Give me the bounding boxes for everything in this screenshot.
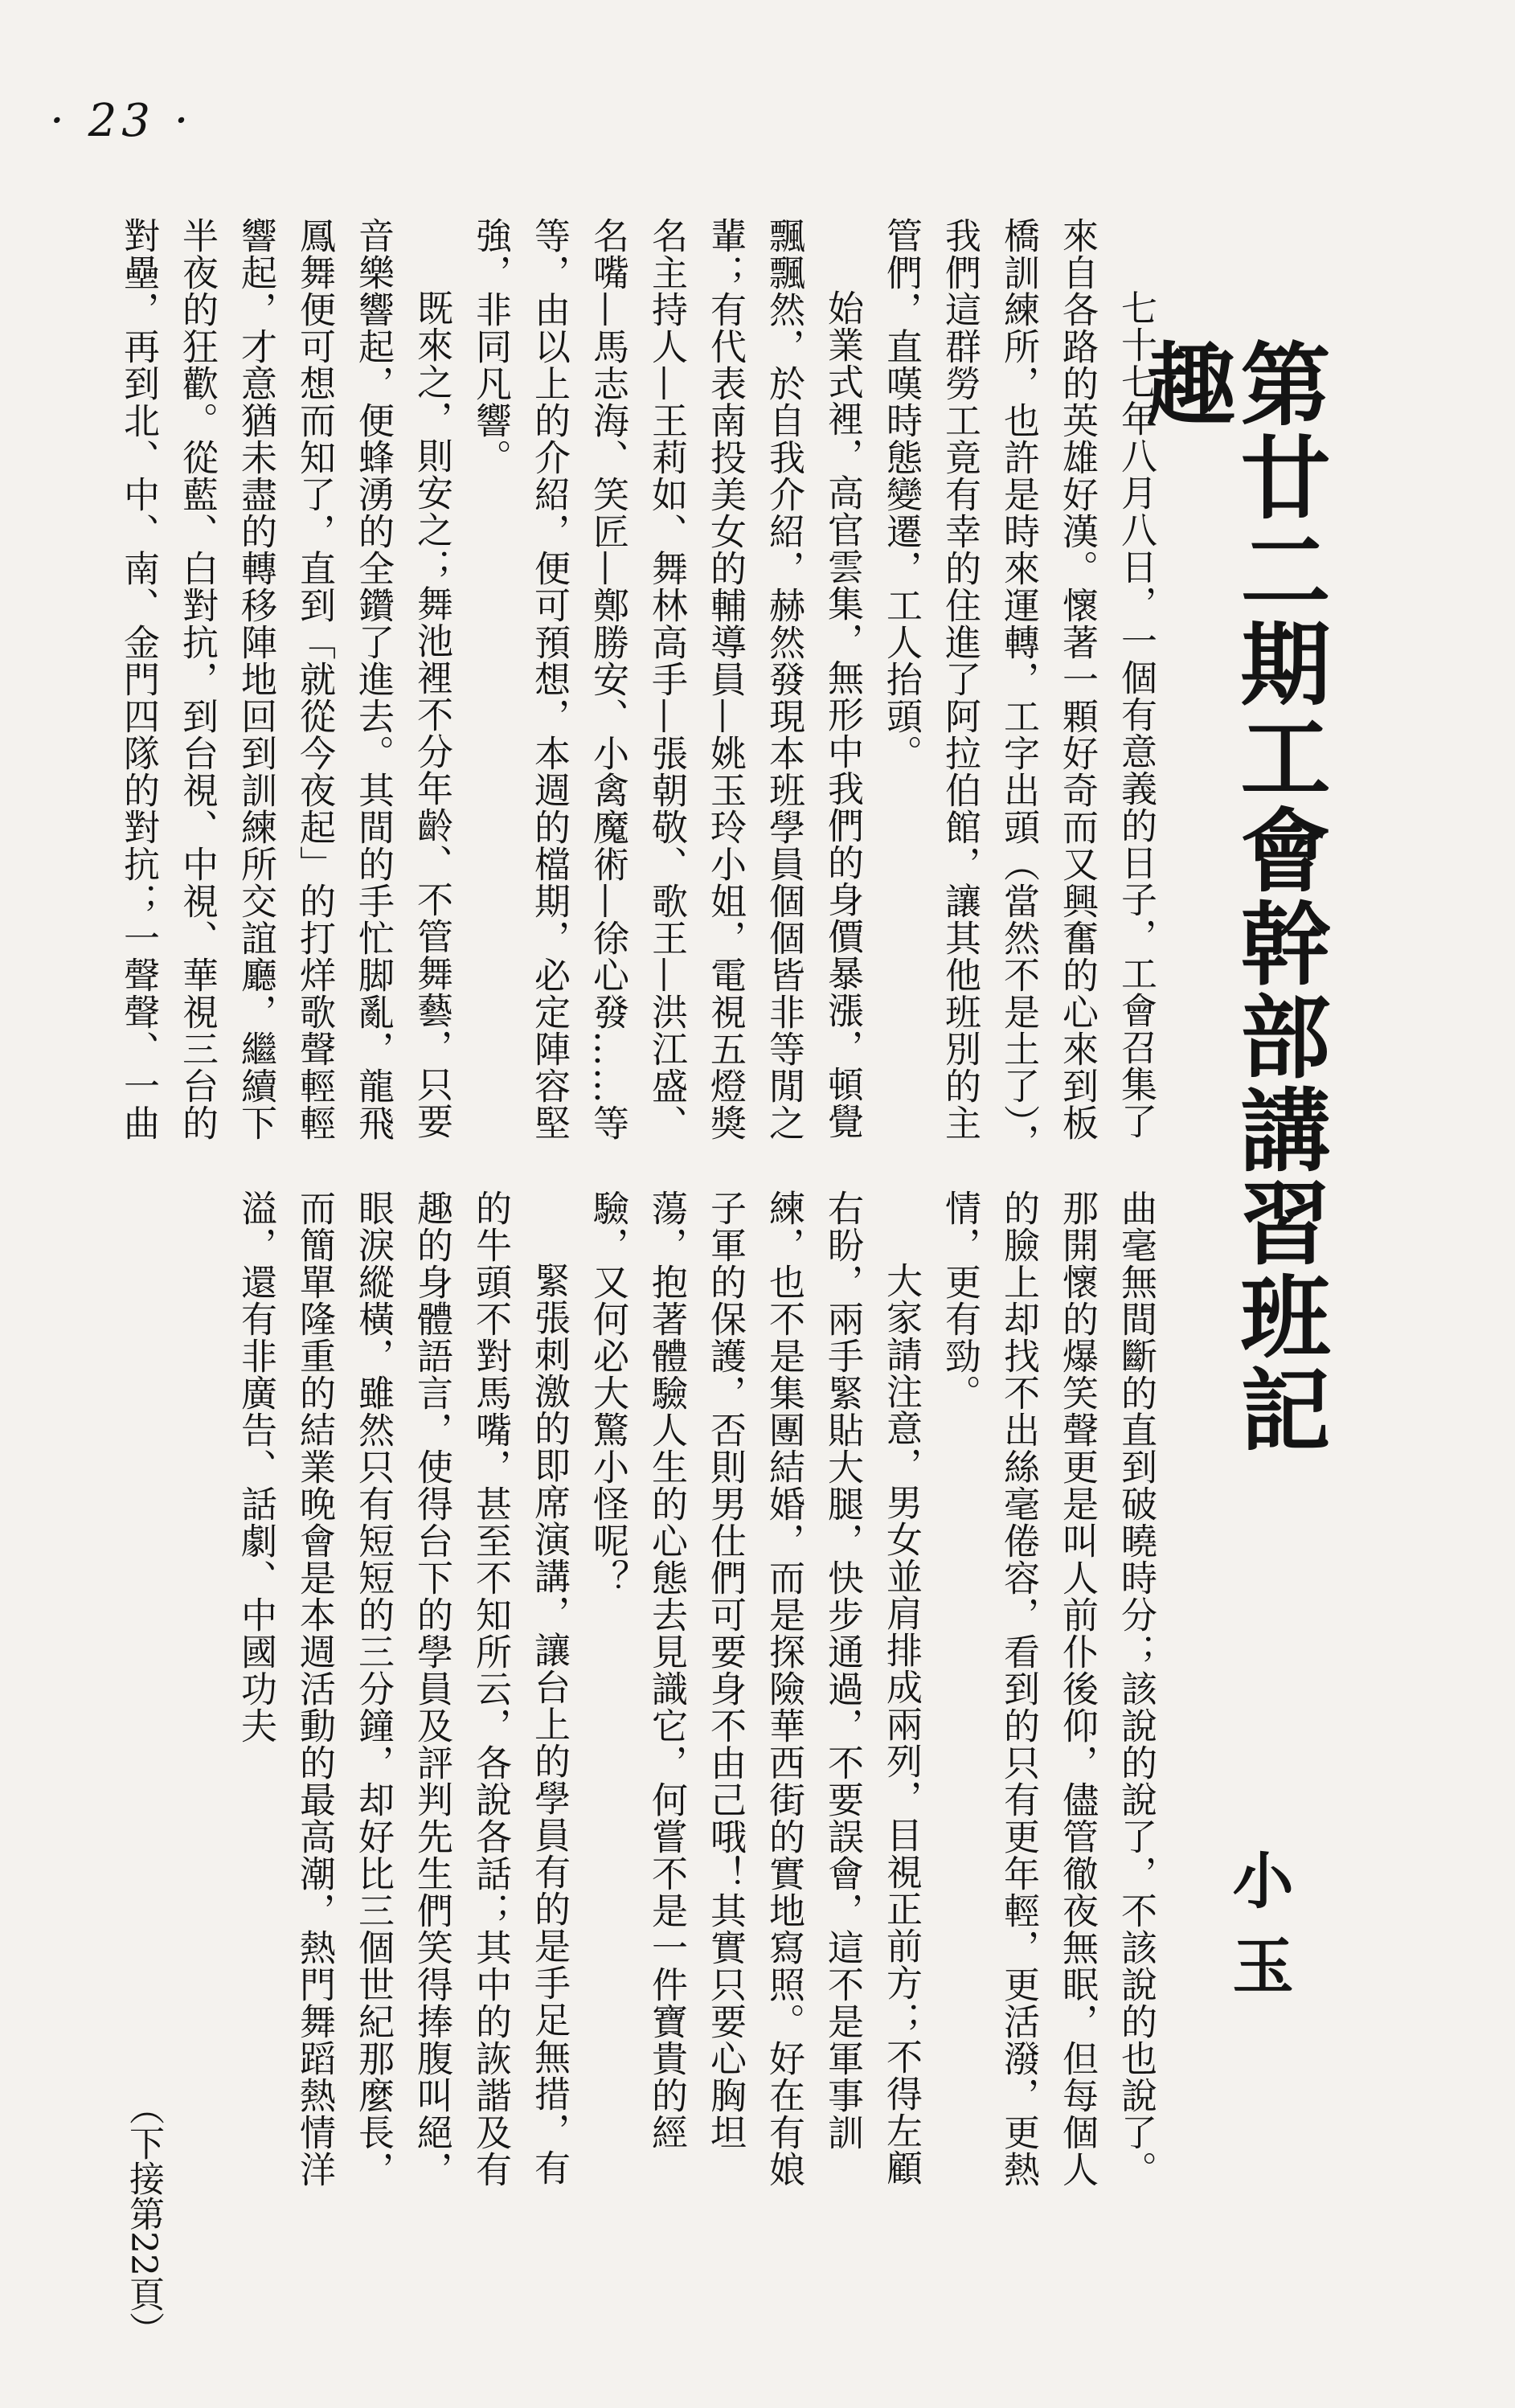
paragraph: 七十七年八月八日，一個有意義的日子，工會召集了來自各路的英雄好漢。懷著一顆好奇而又興奮的心來到板橋訓練所，也許是時來運轉，工字出頭（當然不是土了），我們這群勞工竟有幸的住進了阿拉伯館，讓其他班別的主管們，直嘆時態變遷，工人抬頭。 [880, 217, 1157, 1161]
article-body-upper [96, 217, 1165, 1165]
article-title: 第廿二期工會幹部講習班記趣 [1131, 338, 1330, 1456]
paragraph: 緊張刺激的即席演講，讓台上的學員有的是手足無措，有的牛頭不對馬嘴，甚至不知所云，各說各話；其中的詼諧及有趣的身體語言，使得台下的學員及評判先生們笑得捧腹叫絕，眼淚縱橫，雖然只有短短的三分鐘，却好比三個世紀那麼長，而簡單隆重的結業晚會是本週活動的最高潮，熱門舞蹈熱情洋溢，還有非廣告、話劇、中國功夫 [235, 1190, 571, 2188]
paragraph: 曲毫無間斷的直到破曉時分；該說的說了，不該說的也說了。那開懷的爆笑聲更是叫人前仆後仰，儘管徹夜無眠，但每個人的臉上却找不出絲毫倦容，看到的只有更年輕，更活潑，更熱情，更有勁。 [939, 1190, 1157, 2188]
article-body-lower [117, 1190, 1165, 2194]
paragraph: 始業式裡，高官雲集，無形中我們的身價暴漲，頓覺飄飄然，於自我介紹，赫然發現本班學員個個皆非等閒之輩；有代表南投美女的輔導員—姚玉玲小姐，電視五燈獎名主持人—王莉如、舞林高手—張朝敬、歌王—洪江盛、名嘴—馬志海、笑匠—鄭勝安、小禽魔術—徐心發……等等，由以上的介紹，便可預想，本週的檔期，必定陣容堅強，非同凡響。 [469, 217, 864, 1141]
bleed-through-text [1366, 96, 1495, 2025]
paragraph: 既來之，則安之；舞池裡不分年齡、不管舞藝，只要音樂響起，便蜂湧的全鑽了進去。其間的手忙脚亂，龍飛鳳舞便可想而知了，直到「就從今夜起」的打烊歌聲輕輕響起，才意猶未盡的轉移陣地回到訓練所交誼廳，繼續下半夜的狂歡。從藍、白對抗，到台視、中視、華視三台的對壘，再到北、中、南、金門四隊的對抗；一聲聲、一曲 [117, 217, 453, 1141]
paragraph: 大家請注意，男女並肩排成兩列，目視正前方；不得左顧右盼，兩手緊貼大腿，快步通過，不要誤會，這不是軍事訓練，也不是集團結婚，而是探險華西街的實地寫照。好在有娘子軍的保護，否則男仕們可要身不由己哦！其實只要心胸坦蕩，抱著體驗人生的心態去見識它，何嘗不是一件寶貴的經驗，又何必大驚小怪呢？ [587, 1190, 923, 2188]
author-name: 小玉 [1222, 1849, 1294, 2019]
continued-on-note: （下接第22頁） [123, 2090, 164, 2347]
page-number: · 23 · [50, 95, 194, 147]
